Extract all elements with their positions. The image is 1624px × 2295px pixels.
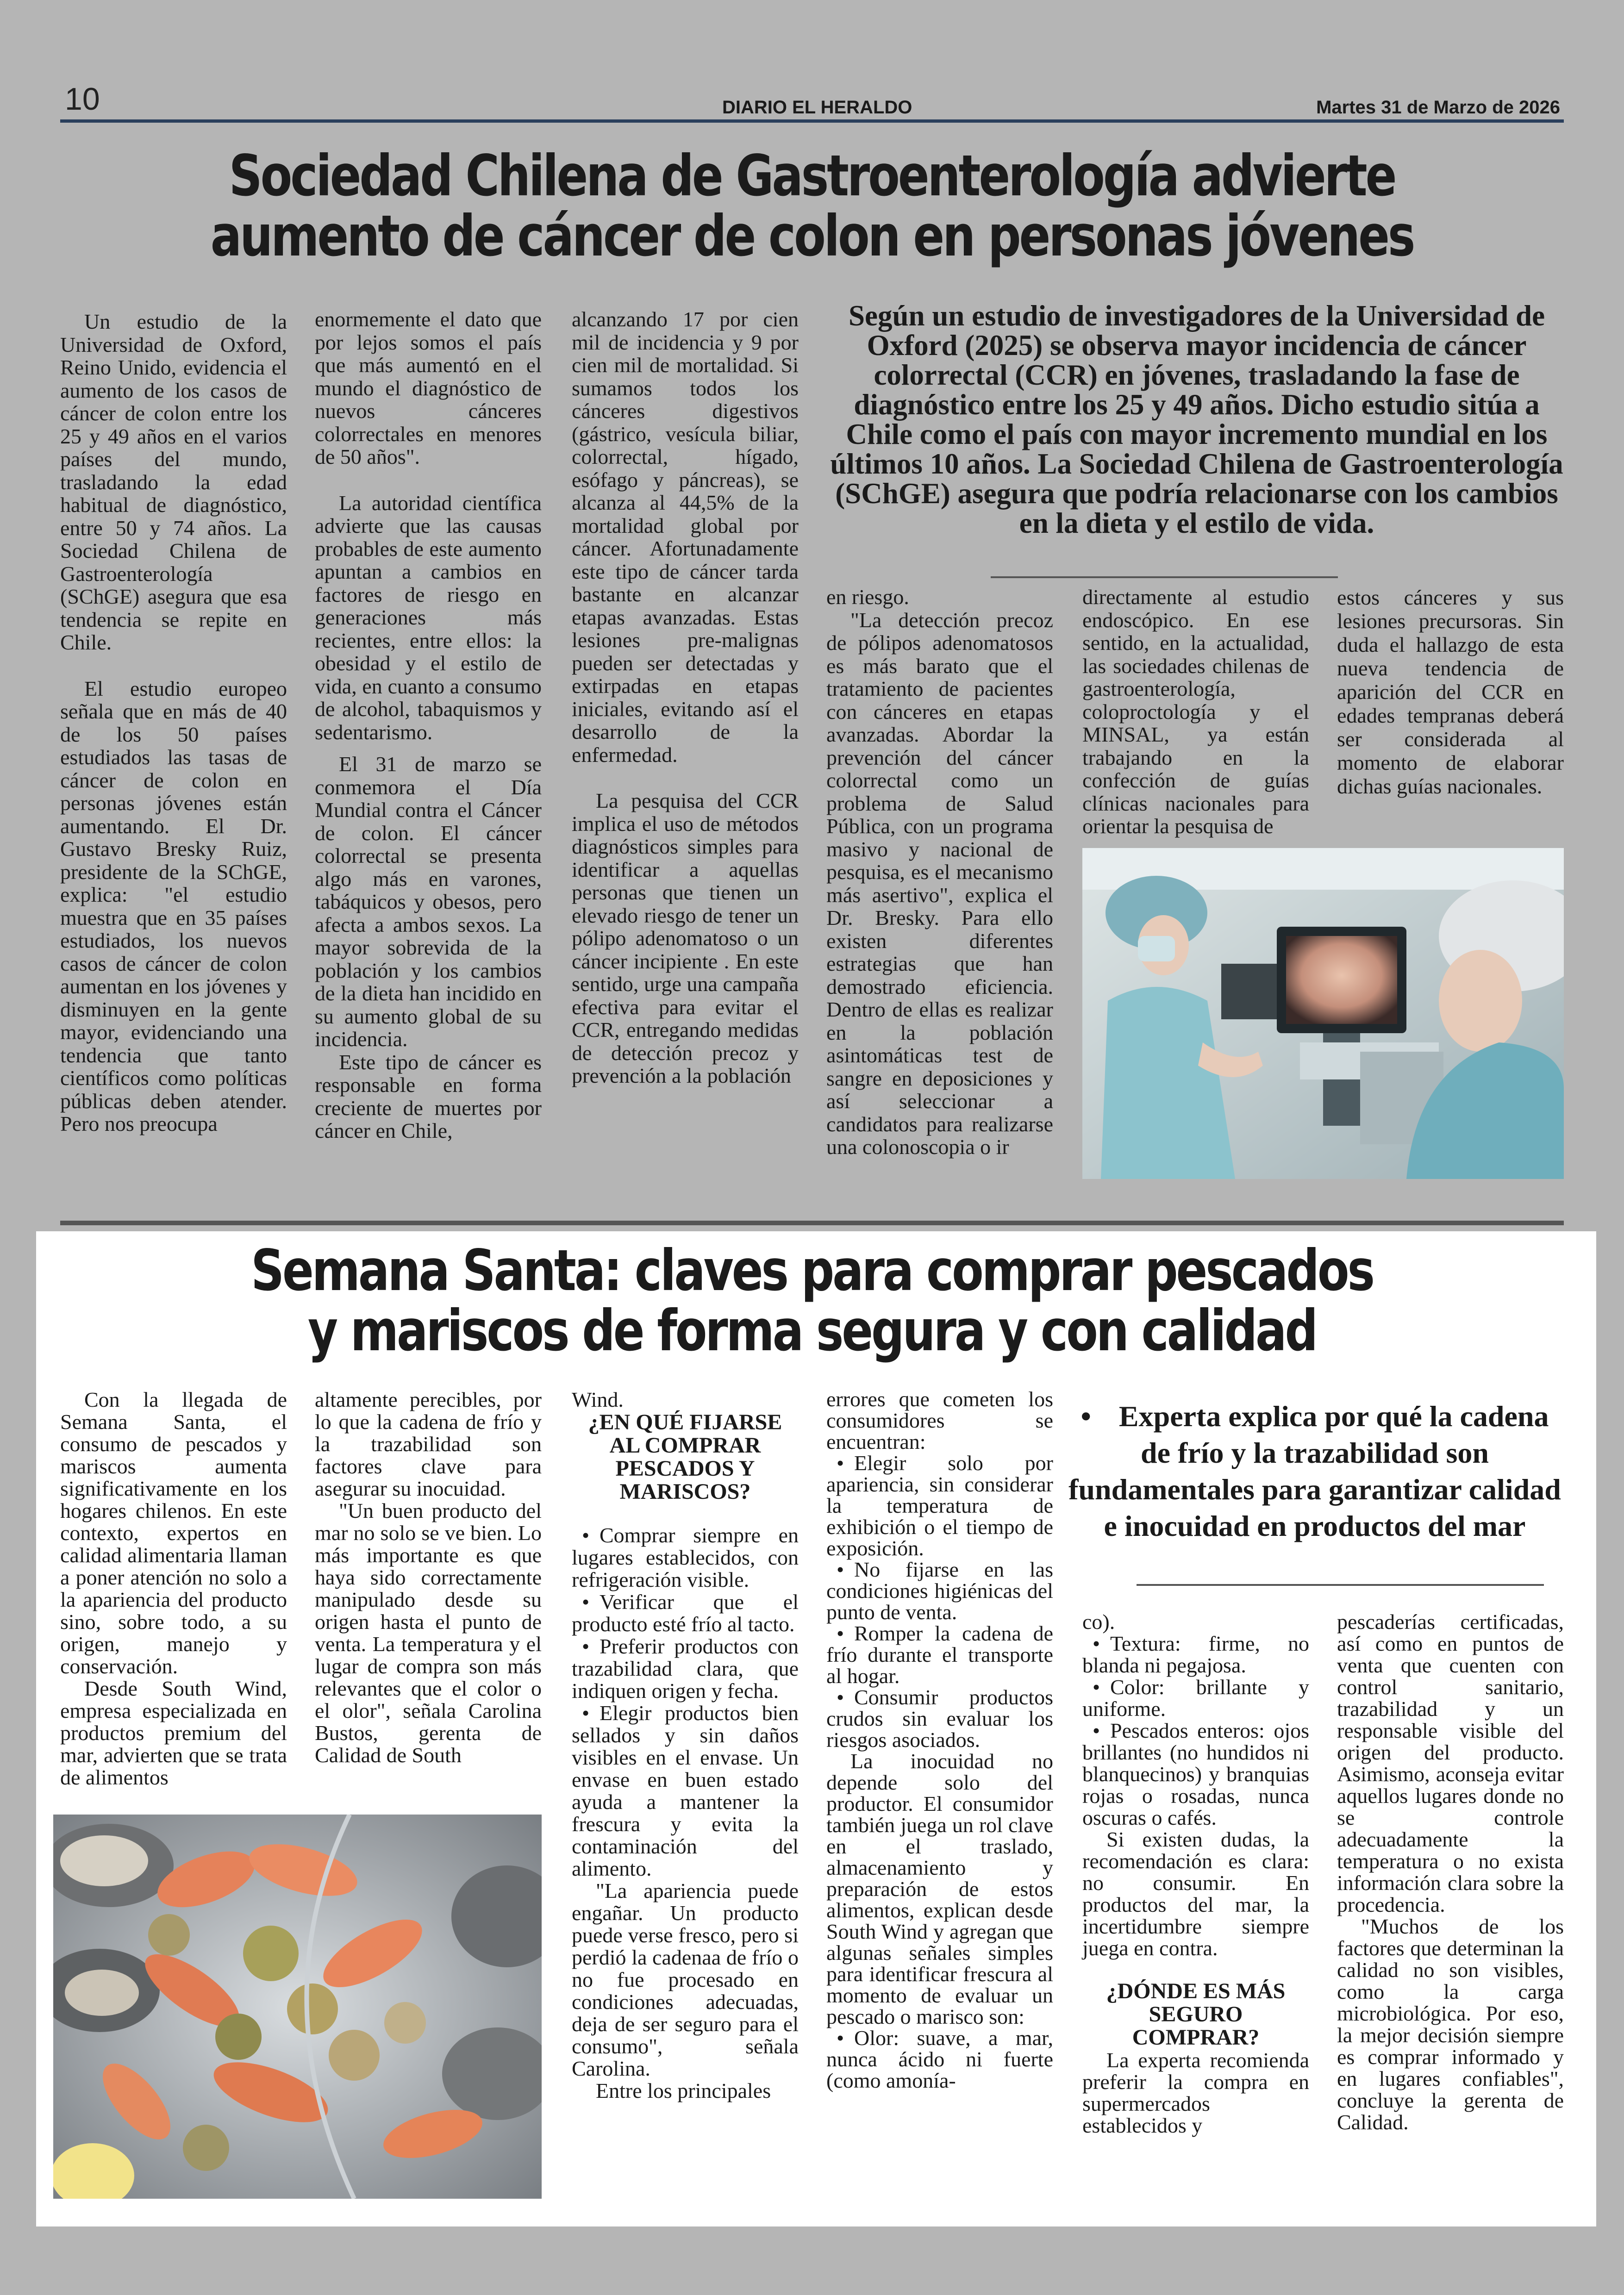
article2-headline <box>195 1238 1428 1364</box>
lead-bullet: • <box>1081 1400 1091 1433</box>
paragraph: Wind. <box>572 1388 624 1411</box>
paragraph: Con la llegada de Semana Santa, el consumo de pescados y mariscos aumenta significativamente en los hogares chilenos. En este contexto, expertos en calidad alimentaria llaman a poner atención no solo a la apariencia del producto sino, sobre todo, a su origen, manejo y conservación. <box>60 1388 287 1678</box>
page-number: 10 <box>65 81 100 117</box>
article1-headline <box>195 143 1428 269</box>
paragraph: El 31 de marzo se conmemora el Día Mundial contra el Cáncer de colon. El cáncer colorrectal se presenta algo más en varones, tabáquicos y obesos, pero afecta a ambos sexos. La mayor sobrevida de la población y los cambios de la dieta han incidido en su aumento global de su incidencia. <box>315 752 542 1051</box>
paragraph: co). <box>1082 1610 1115 1634</box>
paragraph: enormemente el dato que por lejos somos el país que más aumentó en el mundo el diagnóstico de nuevos cánceres colorrectales en menores de 50 años". <box>315 307 542 468</box>
article2-column-3 <box>572 1389 799 2102</box>
article2-column-1 <box>60 1389 287 1789</box>
article1-column-2 <box>315 308 542 1142</box>
paragraph: directamente al estudio endoscópico. En ese sentido, en la actualidad, las sociedades chilenas de gastroenterología, coloproctología y el MINSAL, ya están trabajando en la confección de guías clínicas nacionales para orientar la pesquisa de <box>1082 585 1309 838</box>
paragraph: Si existen dudas, la recomendación es clara: no consumir. En productos del mar, la incertidumbre siempre juega en contra. <box>1082 1827 1309 1960</box>
bullet-item: • Elegir productos bien sellados y sin daños visibles en el envase. Un envase en buen estado ayuda a mantener la frescura y evita la contaminación del alimento. <box>572 1701 799 1880</box>
article1-column-6 <box>1337 586 1564 798</box>
paragraph: alcanzando 17 por cien mil de incidencia y 9 por cien mil de mortalidad. Si sumamos todos los cánceres digestivos (gástrico, vesícula biliar, colorrectal, hígado, esófago y páncreas), se alcanza al 44,5% de la mortalidad global por cáncer. Afortunadamente este tipo de cáncer tarda bastante en alcanzar etapas avanzadas. Estas lesiones pre-malignas pueden ser detectadas y extirpadas en etapas iniciales, evitando así el desarrollo de la enfermedad. <box>572 307 799 767</box>
lead-rule <box>991 576 1338 578</box>
article1-column-1 <box>60 310 287 1135</box>
article2-column-5 <box>1082 1611 1309 2136</box>
paragraph: en riesgo. <box>826 585 909 609</box>
subheading: ¿DÓNDE ES MÁS SEGURO COMPRAR? <box>1106 1979 1286 2050</box>
headline-line: y mariscos de forma segura y con calidad <box>308 1298 1316 1364</box>
bullet-item: • Comprar siempre en lugares establecidos, con refrigeración visible. <box>572 1523 799 1591</box>
bullet-item: • Pescados enteros: ojos brillantes (no hundidos ni blanquecinos) y branquias rojas o rosadas, nunca oscuras o cafés. <box>1082 1719 1309 1829</box>
section-divider <box>60 1221 1564 1225</box>
article2-column-4 <box>826 1389 1053 2091</box>
newspaper-name: DIARIO EL HERALDO <box>722 97 912 118</box>
paragraph: El estudio europeo señala que en más de 40 de los 50 países estudiados las tasas de cáncer de colon en personas jóvenes están aumentando. El Dr. Gustavo Bresky Ruiz, presidente de la SChGE, explica: "el estudio muestra que en 35 países estudiados, los nuevos casos de cáncer de colon aumentan en los jóvenes y disminuyen en la gente mayor, evidenciando una tendencia que tanto científicos como políticas públicas deben atender. Pero nos preocupa <box>60 676 287 1135</box>
bullet-item: • Elegir solo por apariencia, sin considerar la temperatura de exhibición o el tiempo de exposición. <box>826 1451 1053 1560</box>
seafood-photo <box>53 1815 542 2199</box>
bullet-item: • Olor: suave, a mar, nunca ácido ni fuerte (como amonía- <box>826 2026 1053 2092</box>
issue-date: Martes 31 de Marzo de 2026 <box>1316 97 1560 118</box>
article2-lead <box>1065 1398 1565 1544</box>
paragraph: Desde South Wind, empresa especializada en productos premium del mar, advierten que se trata de alimentos <box>60 1677 287 1789</box>
paragraph: Este tipo de cáncer es responsable en forma creciente de muertes por cáncer en Chile, <box>315 1050 542 1142</box>
bullet-item: • Color: brillante y uniforme. <box>1082 1675 1309 1721</box>
headline-line: Semana Santa: claves para comprar pescados <box>251 1238 1373 1303</box>
headline-line: Sociedad Chilena de Gastroenterología advierte <box>229 143 1395 209</box>
paragraph: La pesquisa del CCR implica el uso de métodos diagnósticos simples para identificar a aquellas personas que tienen un elevado riesgo de tener un pólipo adenomatoso o un cáncer incipiente . En este sentido, urge una campaña efectiva para evitar el CCR, entregando medidas de detección precoz y prevención a la población <box>572 789 799 1087</box>
paragraph: La autoridad científica advierte que las causas probables de este aumento apuntan a cambios en factores de riesgo en generaciones más recientes, entre ellos: la obesidad y el estilo de vida, en cuanto a consumo de alcohol, tabaquismos y sedentarismo. <box>315 491 542 744</box>
article2-column-2 <box>315 1389 542 1766</box>
article1-column-5 <box>1082 586 1309 838</box>
bullet-item: • Romper la cadena de frío durante el transporte al hogar. <box>826 1621 1053 1688</box>
paragraph: altamente perecibles, por lo que la cadena de frío y la trazabilidad son factores clave para asegurar su inocuidad. <box>315 1388 542 1500</box>
bullet-item: • Textura: firme, no blanda ni pegajosa. <box>1082 1632 1309 1677</box>
subheading: ¿EN QUÉ FIJARSE AL COMPRAR PESCADOS Y MARISCOS? <box>588 1410 782 1504</box>
article1-column-3 <box>572 308 799 1087</box>
article1-column-4 <box>826 586 1053 1159</box>
paragraph: errores que cometen los consumidores se encuentran: <box>826 1387 1053 1453</box>
paragraph: estos cánceres y sus lesiones precursoras. Sin duda el hallazgo de esta nueva tendencia de aparición del CCR en edades tempranas deberá ser considerada al momento de elaborar dichas guías nacionales. <box>1337 586 1564 798</box>
lead-text: Experta explica por qué la cadena de frío y la trazabilidad son fundamentales para garantizar calidad e inocuidad en productos del mar <box>1068 1400 1561 1542</box>
bullet-item: • Preferir productos con trazabilidad clara, que indiquen origen y fecha. <box>572 1634 799 1703</box>
paragraph: Un estudio de la Universidad de Oxford, Reino Unido, evidencia el aumento de los casos de cáncer de colon entre los 25 y 49 años en el varios países del mundo, trasladando la edad habitual de diagnóstico, entre 50 y 74 años. La Sociedad Chilena de Gastroenterología (SChGE) asegura que esa tendencia se repite en Chile. <box>60 310 287 654</box>
headline-line: aumento de cáncer de colon en personas jóvenes <box>210 203 1414 269</box>
paragraph: La experta recomienda preferir la compra en supermercados establecidos y <box>1082 2048 1309 2137</box>
paragraph: pescaderías certificadas, así como en puntos de venta que cuenten con control sanitario, trazabilidad y un responsable visible del origen del producto. Asimismo, aconseja evitar aquellos lugares donde no se controle adecuadamente la temperatura o no exista información clara sobre la procedencia. <box>1337 1610 1564 1916</box>
paragraph: La inocuidad no depende solo del productor. El consumidor también juega un rol clave en el traslado, almacenamiento y preparación de estos alimentos, explican desde South Wind y agregan que algunas señales simples para identificar frescura al momento de evaluar un pescado o marisco son: <box>826 1749 1053 2028</box>
paragraph: "La detección precoz de pólipos adenomatosos es más barato que el tratamiento de pacientes con cánceres en etapas avanzadas. Abordar la prevención del cáncer colorrectal como un problema de Salud Pública, con un programa masivo y nacional de pesquisa, es el mecanismo más asertivo", explica el Dr. Bresky. Para ello existen diferentes estrategias que han demostrado eficiencia. Dentro de ellas es realizar en la población asintomáticas test de sangre en deposiciones y así seleccionar a candidatos para realizarse una colonoscopia o ir <box>826 608 1053 1159</box>
bullet-item: • Consumir productos crudos sin evaluar los riesgos asociados. <box>826 1685 1053 1752</box>
article2-column-6 <box>1337 1611 1564 2133</box>
endoscopy-photo <box>1082 848 1564 1179</box>
header-rule <box>60 119 1564 123</box>
bullet-item: • No fijarse en las condiciones higiénicas del punto de venta. <box>826 1558 1053 1624</box>
paragraph: "Muchos de los factores que determinan la calidad no son visibles, como la carga microbiológica. Por eso, la mejor decisión siempre es comprar informado y en lugares confiables", concluye la gerenta de Calidad. <box>1337 1915 1564 2134</box>
paragraph: Entre los principales <box>596 2079 771 2102</box>
bullet-item: • Verificar que el producto esté frío al tacto. <box>572 1590 799 1636</box>
paragraph: "Un buen producto del mar no solo se ve bien. Lo más importante es que haya sido correctamente manipulado desde su origen hasta el punto de venta. La temperatura y el lugar de compra son más relevantes que el color o el olor", señala Carolina Bustos, gerenta de Calidad de South <box>315 1499 542 1767</box>
article1-lead: Según un estudio de investigadores de la Universidad de Oxford (2025) se observa mayor incidencia de cáncer colorrectal (CCR) en jóvenes, trasladando la fase de diagnóstico entre los 25 y 49 años. Dicho estudio sitúa a Chile como el país con mayor incremento mundial en los últimos 10 años. La Sociedad Chilena de Gastroenterología (SChGE) asegura que podría relacionarse con los cambios en la dieta y el estilo de vida. <box>830 299 1563 539</box>
lead-rule <box>1137 1584 1544 1586</box>
paragraph: "La apariencia puede engañar. Un producto puede verse fresco, pero si perdió la cadenaa de frío o no fue procesado en condiciones adecuadas, deja de ser seguro para el consumo", señala Carolina. <box>572 1879 799 2080</box>
